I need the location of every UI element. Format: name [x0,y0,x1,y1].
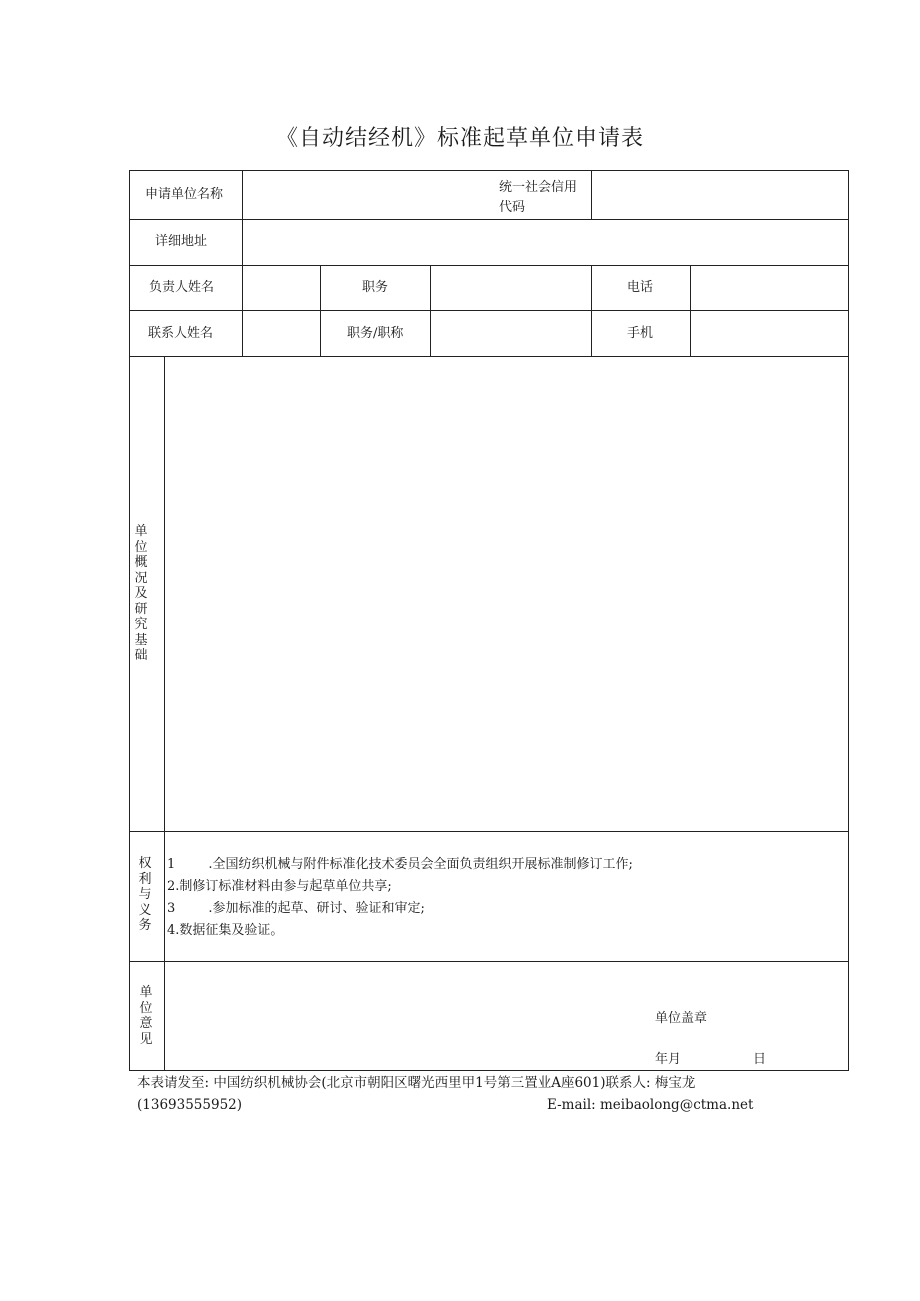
contact-position-label: 职务/职称 [347,326,404,341]
form-title: 《自动结经机》标准起草单位申请表 [275,126,644,151]
contact-position-field[interactable] [431,311,590,355]
rights-item-3: 3 .参加标准的起草、研讨、验证和审定; [167,901,425,916]
phone-field[interactable] [691,266,847,309]
rights-item-1: 1 .全国纺织机械与附件标准化技术委员会全面负责组织开展标准制修订工作; [167,857,633,872]
mobile-field[interactable] [691,311,847,355]
footer-submit-info: 本表请发至: 中国纺织机械协会(北京市朝阳区曙光西里甲1号第三置业A座601)联系人: 梅宝龙 [137,1075,696,1091]
leader-name-label: 负责人姓名 [149,280,215,295]
rights-item-2: 2.制修订标准材料由参与起草单位共享; [167,879,392,894]
leader-position-label: 职务 [362,280,389,295]
leader-name-field[interactable] [243,266,319,309]
credit-code-label-line2: 代码 [499,200,526,215]
overview-label: 单位概况及研究基础 [134,524,148,663]
credit-code-field[interactable] [592,171,847,218]
seal-label: 单位盖章 [655,1011,708,1026]
rights-item-4: 4.数据征集及验证。 [167,923,284,938]
applicant-name-label: 申请单位名称 [145,187,224,202]
mobile-label: 手机 [627,326,654,341]
credit-code-label-line1: 统一社会信用 [499,180,578,195]
overview-field[interactable] [165,357,847,830]
phone-label: 电话 [627,280,654,295]
opinion-label: 单位意见 [139,985,153,1047]
date-day: 日 [753,1052,767,1067]
applicant-name-field[interactable] [243,171,493,218]
opinion-field[interactable] [165,962,847,1069]
contact-name-field[interactable] [243,311,319,355]
footer-phone: (13693555952) [137,1097,243,1113]
leader-position-field[interactable] [431,266,590,309]
address-label: 详细地址 [155,234,208,249]
address-field[interactable] [243,220,847,264]
rights-duties-label: 权利与义务 [138,856,152,933]
contact-name-label: 联系人姓名 [148,326,214,341]
date-year-month: 年月 [655,1052,682,1067]
footer-email[interactable]: E-mail: meibaolong@ctma.net [547,1097,754,1113]
